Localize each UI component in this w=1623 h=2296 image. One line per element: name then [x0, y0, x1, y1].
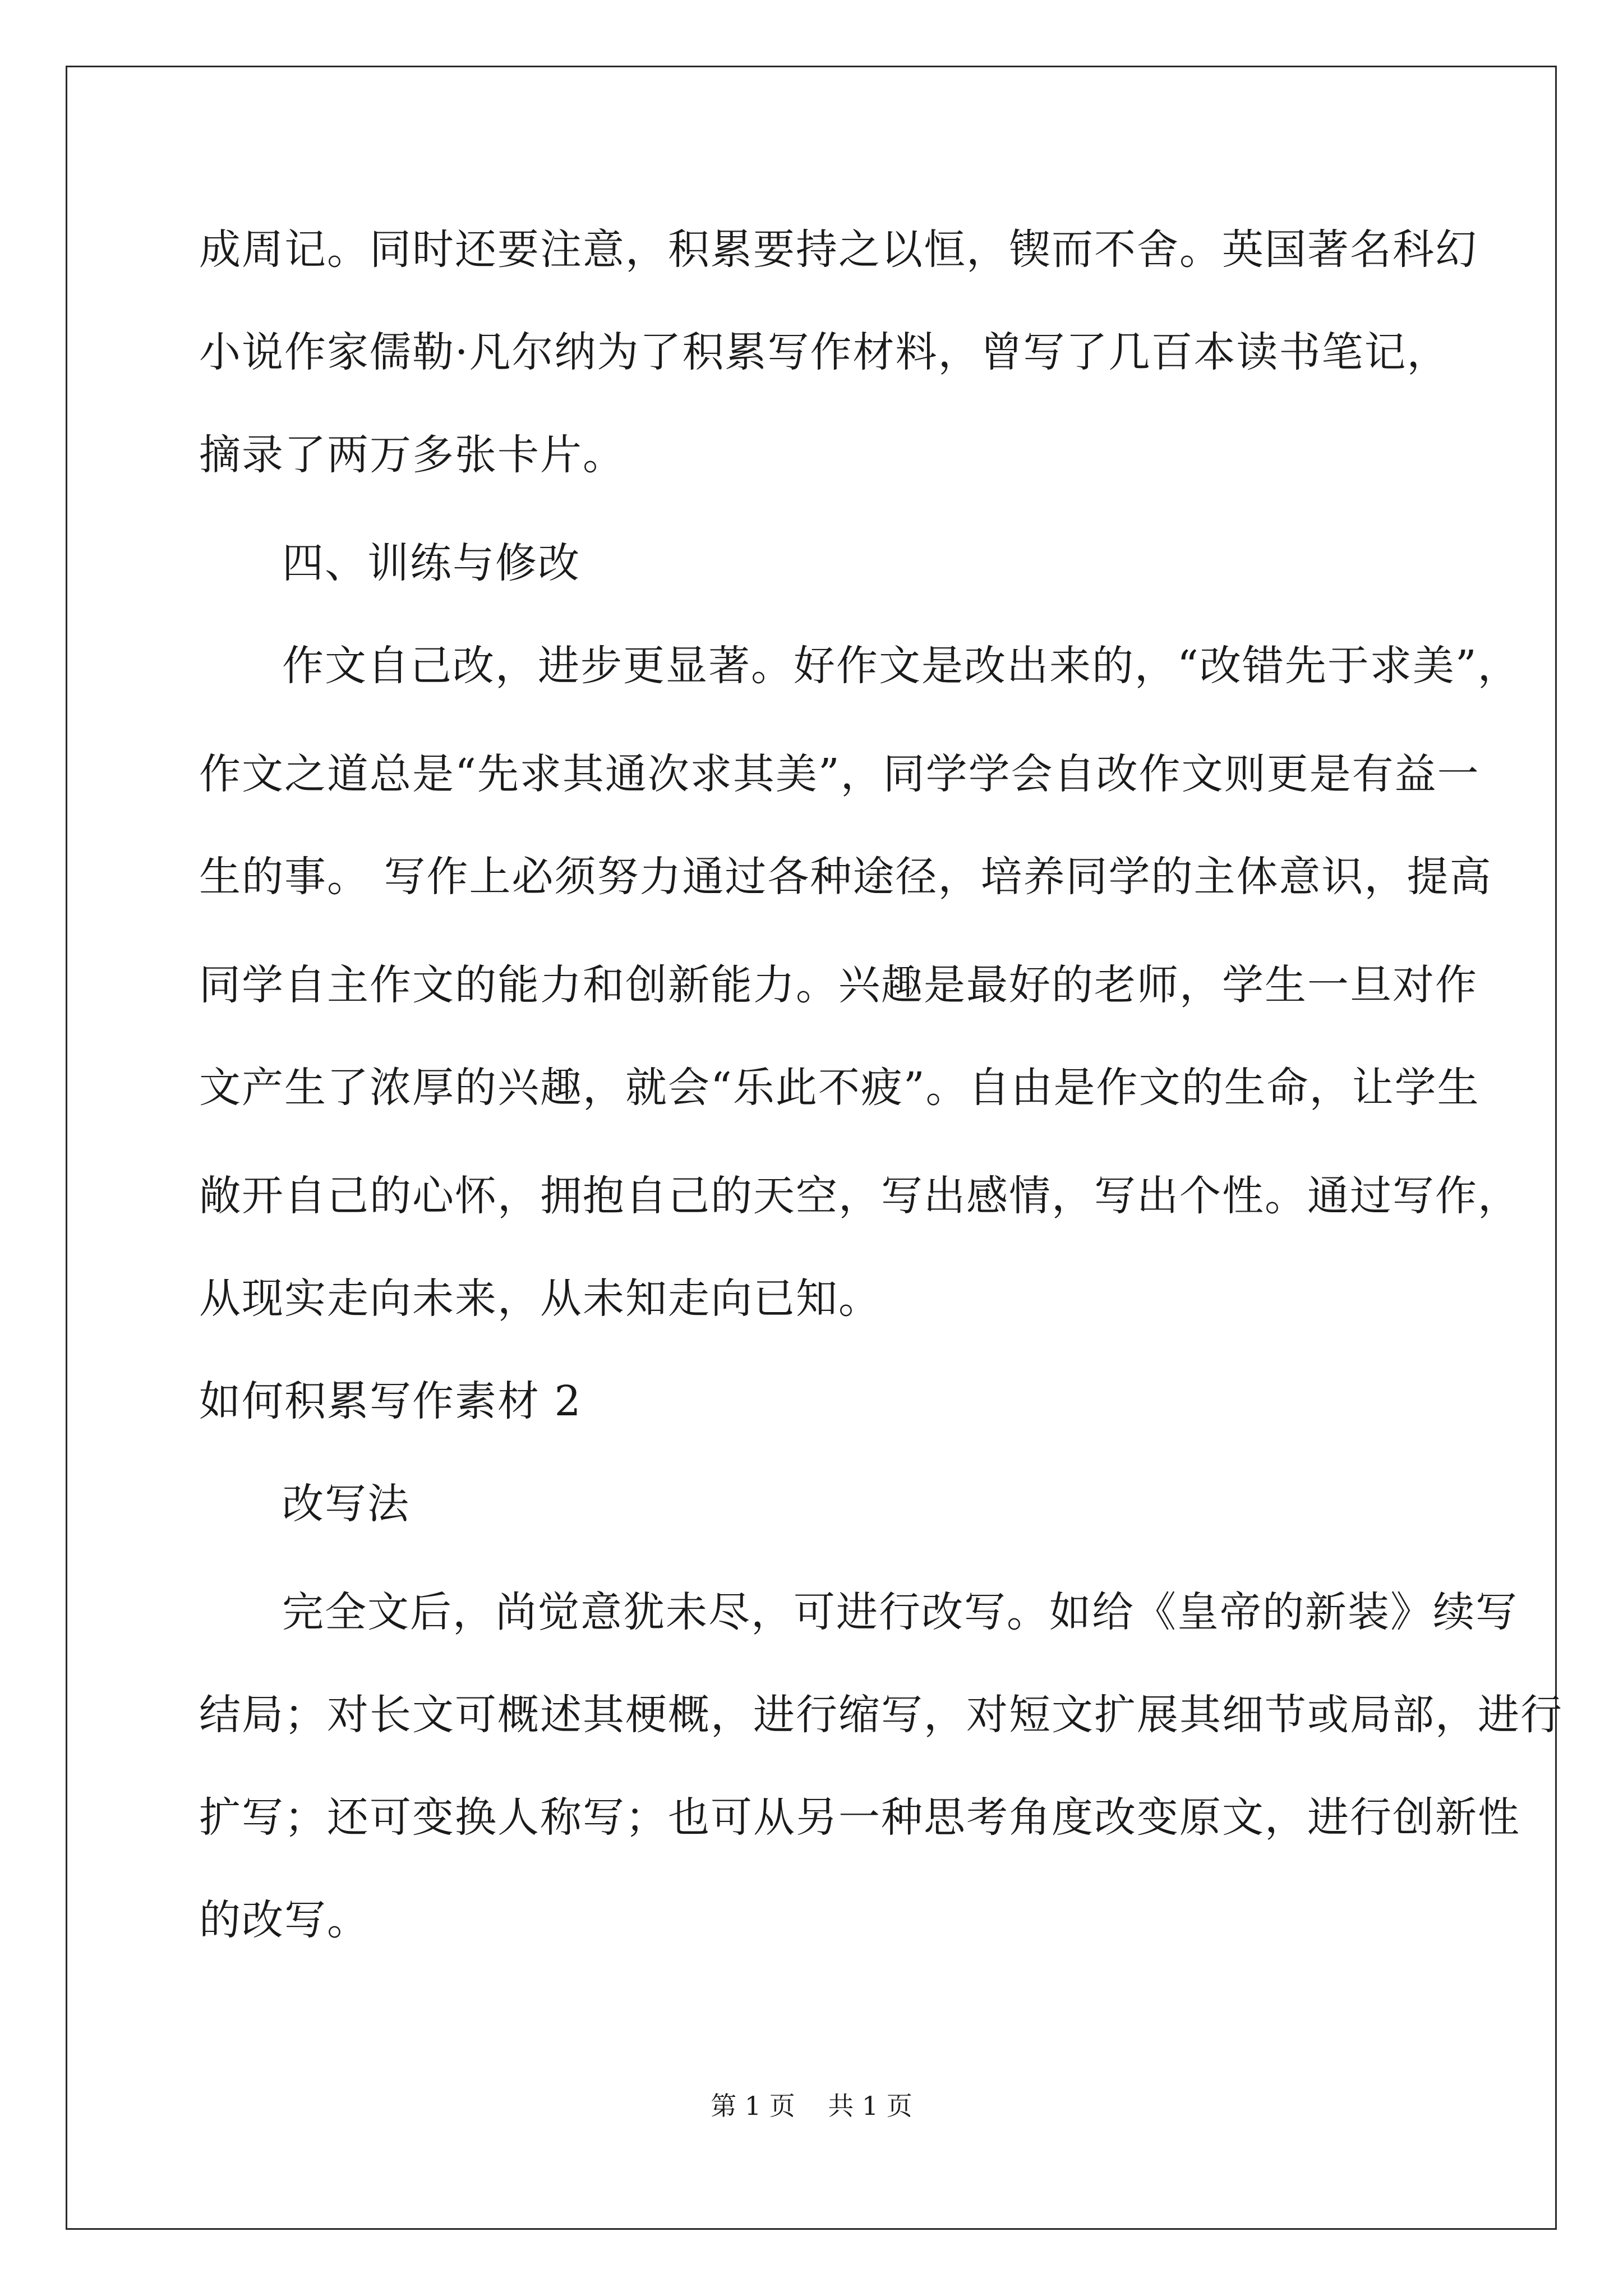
paragraph-line: 作文之道总是“先求其通次求其美”，同学学会自改作文则更是有益一: [199, 750, 1480, 798]
section-heading: 四、训练与修改: [282, 539, 580, 587]
paragraph-line: 从现实走向未来，从未知走向已知。: [199, 1274, 881, 1323]
paragraph-line: 作文自己改，进步更显著。好作文是改出来的，“改错先于求美”，: [282, 642, 1520, 690]
paragraph-line: 摘录了两万多张卡片。: [199, 431, 625, 479]
paragraph-line: 敞开自己的心怀，拥抱自己的天空，写出感情，写出个性。通过写作，: [199, 1172, 1520, 1220]
section-heading: 改写法: [282, 1480, 410, 1528]
paragraph-line: 文产生了浓厚的兴趣，就会“乐此不疲”。自由是作文的生命，让学生: [199, 1064, 1480, 1112]
paragraph-line: 生的事。 写作上必须努力通过各种途径，培养同学的主体意识，提高: [199, 853, 1492, 901]
paragraph-line: 同学自主作文的能力和创新能力。兴趣是最好的老师，学生一旦对作: [199, 961, 1478, 1009]
paragraph-line: 结局；对长文可概述其梗概，进行缩写，对短文扩展其细节或局部，进行: [199, 1691, 1563, 1739]
article-title: 如何积累写作素材 2: [199, 1377, 582, 1425]
paragraph-line: 扩写；还可变换人称写；也可从另一种思考角度改变原文，进行创新性: [199, 1793, 1520, 1842]
paragraph-line: 的改写。: [199, 1896, 370, 1944]
paragraph-line: 完全文后，尚觉意犹未尽，可进行改写。如给《皇帝的新装》续写: [282, 1588, 1518, 1636]
page-footer: 第 1 页 共 1 页: [711, 2091, 912, 2121]
paragraph-line: 小说作家儒勒·凡尔纳为了积累写作材料，曾写了几百本读书笔记，: [199, 328, 1450, 376]
paragraph-line: 成周记。同时还要注意，积累要持之以恒，锲而不舍。英国著名科幻: [199, 226, 1478, 274]
